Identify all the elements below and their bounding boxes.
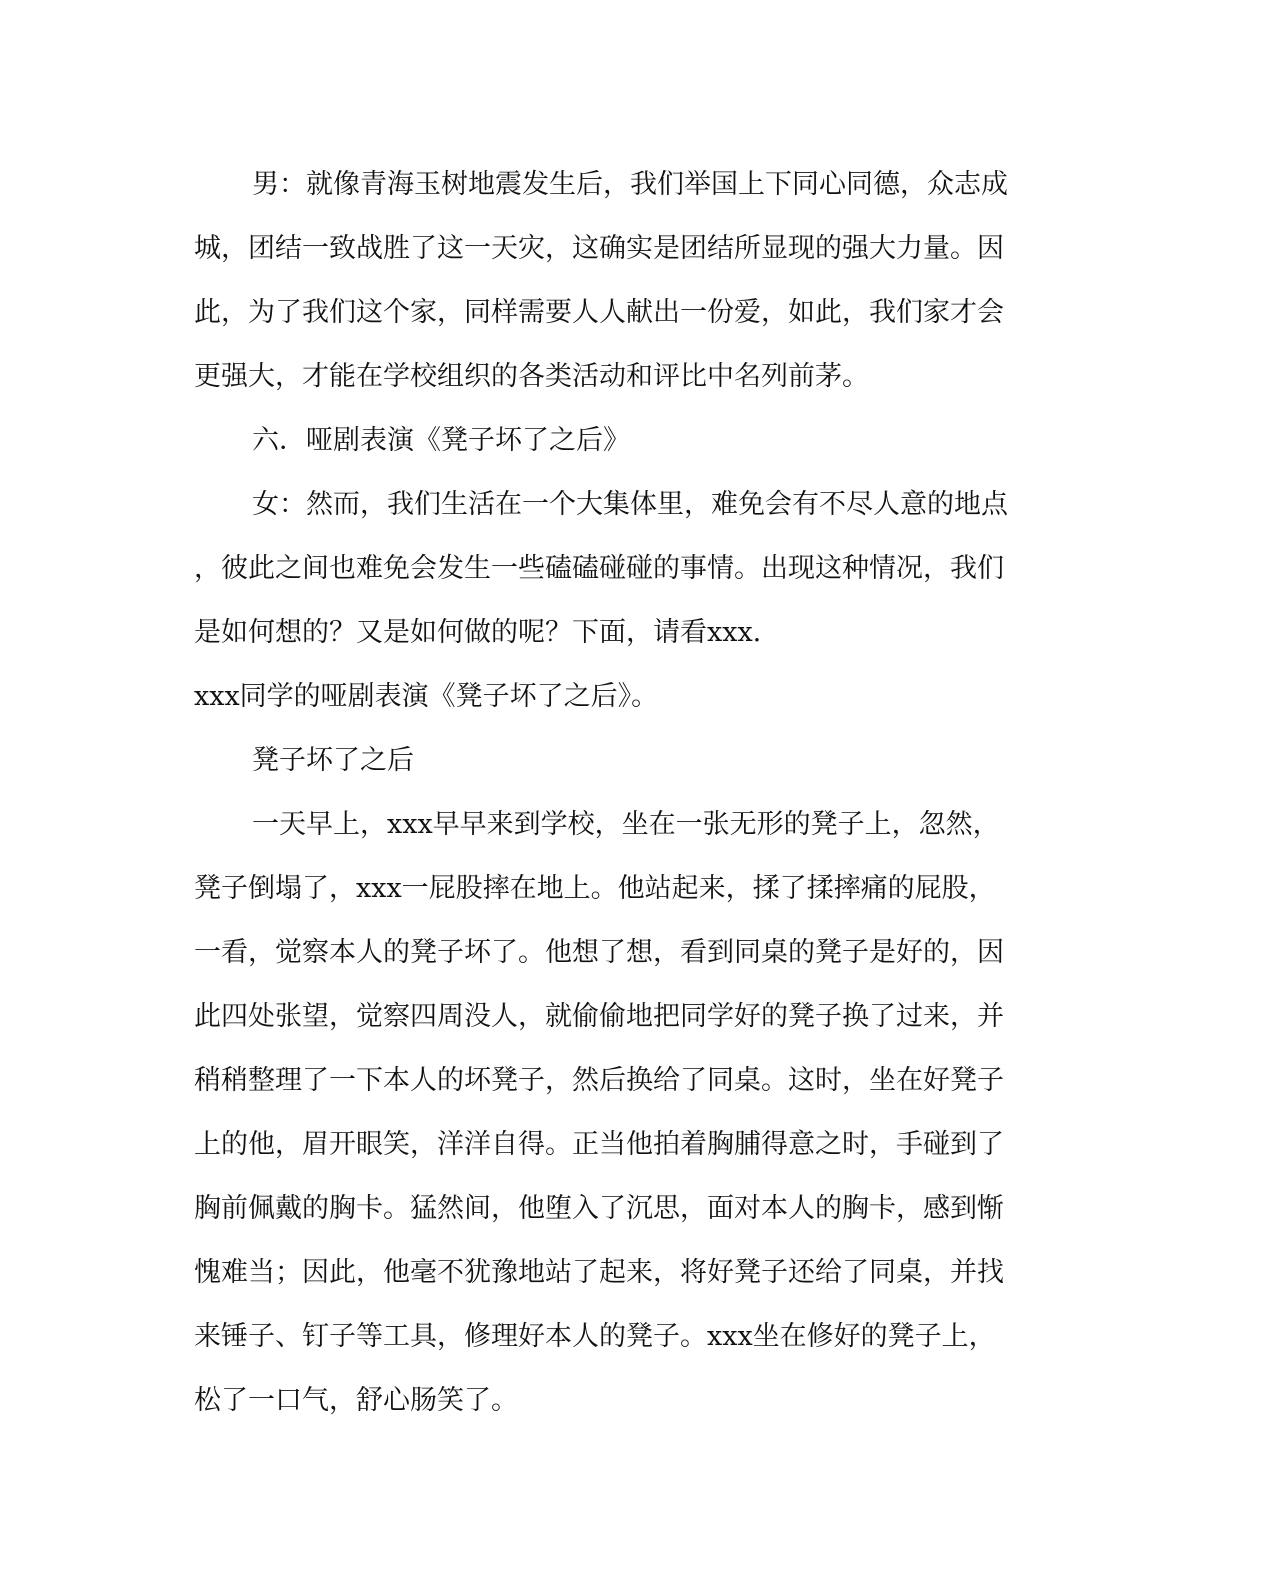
story-line-9: 来锤子、钉子等工具，修理好本人的凳子。xxx坐在修好的凳子上， xyxy=(194,1321,996,1352)
paragraph-male-line-1: 男：就像青海玉树地震发生后，我们举国上下同心同德，众志成 xyxy=(252,169,1008,200)
story-line-10: 松了一口气，舒心肠笑了。 xyxy=(194,1385,518,1416)
paragraph-male-line-3: 此，为了我们这个家，同样需要人人献出一份爱，如此，我们家才会 xyxy=(194,297,1004,328)
story-line-6: 上的他，眉开眼笑，洋洋自得。正当他拍着胸脯得意之时，手碰到了 xyxy=(194,1129,1004,1160)
story-line-8: 愧难当；因此，他毫不犹豫地站了起来，将好凳子还给了同桌，并找 xyxy=(194,1257,1004,1288)
story-line-5: 稍稍整理了一下本人的坏凳子，然后换给了同桌。这时，坐在好凳子 xyxy=(194,1065,1004,1096)
paragraph-female-line-3: 是如何想的？又是如何做的呢？下面，请看xxx. xyxy=(194,617,762,648)
story-line-1: 一天早上，xxx早早来到学校，坐在一张无形的凳子上，忽然， xyxy=(252,809,1000,840)
paragraph-male-line-4: 更强大，才能在学校组织的各类活动和评比中名列前茅。 xyxy=(194,361,869,392)
paragraph-female-line-1: 女：然而，我们生活在一个大集体里，难免会有不尽人意的地点 xyxy=(252,489,1008,520)
story-line-4: 此四处张望，觉察四周没人，就偷偷地把同学好的凳子换了过来，并 xyxy=(194,1001,1004,1032)
story-line-3: 一看，觉察本人的凳子坏了。他想了想，看到同桌的凳子是好的，因 xyxy=(194,937,1004,968)
story-title: 凳子坏了之后 xyxy=(252,745,414,776)
paragraph-female-line-4: xxx同学的哑剧表演《凳子坏了之后》。 xyxy=(194,681,659,712)
story-line-7: 胸前佩戴的胸卡。猛然间，他堕入了沉思，面对本人的胸卡，感到惭 xyxy=(194,1193,1004,1224)
paragraph-female-line-2: ，彼此之间也难免会发生一些磕磕碰碰的事情。出现这种情况，我们 xyxy=(194,553,1004,584)
section-heading-six: 六．哑剧表演《凳子坏了之后》 xyxy=(252,425,630,456)
paragraph-male-line-2: 城，团结一致战胜了这一天灾，这确实是团结所显现的强大力量。因 xyxy=(194,233,1004,264)
story-line-2: 凳子倒塌了，xxx一屁股摔在地上。他站起来，揉了揉摔痛的屁股， xyxy=(194,873,996,904)
